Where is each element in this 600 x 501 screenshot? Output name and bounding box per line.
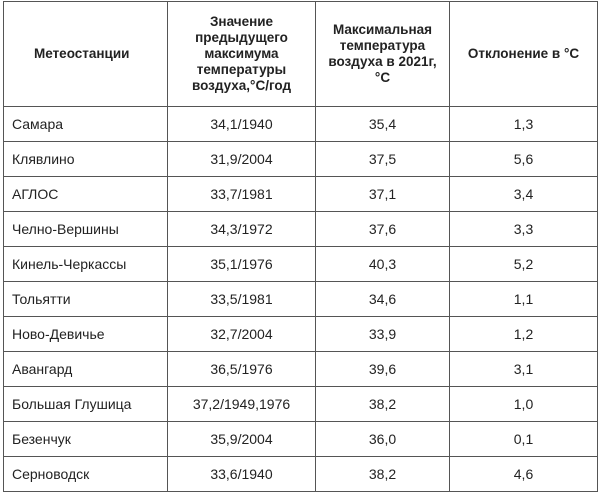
table-row xyxy=(4,247,598,282)
deviation-cell: 5,2 xyxy=(450,247,598,282)
station-cell: Серноводск xyxy=(4,457,168,492)
max-2021-cell: 36,0 xyxy=(316,422,450,457)
deviation-cell: 1,0 xyxy=(450,387,598,422)
max-2021-cell: 38,2 xyxy=(316,457,450,492)
table-row xyxy=(4,142,598,177)
table-row xyxy=(4,387,598,422)
table-row xyxy=(4,282,598,317)
deviation-cell: 4,6 xyxy=(450,457,598,492)
previous-max-cell: 34,3/1972 xyxy=(168,212,316,247)
max-2021-cell: 35,4 xyxy=(316,107,450,142)
station-cell: Безенчук xyxy=(4,422,168,457)
previous-max-cell: 37,2/1949,1976 xyxy=(168,387,316,422)
table-row xyxy=(4,107,598,142)
deviation-cell: 1,3 xyxy=(450,107,598,142)
table-row xyxy=(4,457,598,492)
station-cell: Авангард xyxy=(4,352,168,387)
header-max-2021: Максимальная температура воздуха в 2021г, °С xyxy=(316,2,450,107)
max-2021-cell: 33,9 xyxy=(316,317,450,352)
station-cell: Большая Глушица xyxy=(4,387,168,422)
max-2021-cell: 39,6 xyxy=(316,352,450,387)
header-deviation: Отклонение в °С xyxy=(450,2,598,107)
table-row xyxy=(4,317,598,352)
station-cell: Клявлино xyxy=(4,142,168,177)
station-cell: Челно-Вершины xyxy=(4,212,168,247)
header-station: Метеостанции xyxy=(4,2,168,107)
max-2021-cell: 37,5 xyxy=(316,142,450,177)
max-2021-cell: 34,6 xyxy=(316,282,450,317)
deviation-cell: 0,1 xyxy=(450,422,598,457)
header-previous-max: Значение предыдущего максимума температуры воздуха,°С/год xyxy=(168,2,316,107)
previous-max-cell: 31,9/2004 xyxy=(168,142,316,177)
table-row xyxy=(4,177,598,212)
table-body xyxy=(4,107,598,492)
station-cell: Ново-Девичье xyxy=(4,317,168,352)
deviation-cell: 1,1 xyxy=(450,282,598,317)
station-cell: Тольятти xyxy=(4,282,168,317)
previous-max-cell: 32,7/2004 xyxy=(168,317,316,352)
station-cell: Самара xyxy=(4,107,168,142)
table-row xyxy=(4,422,598,457)
previous-max-cell: 36,5/1976 xyxy=(168,352,316,387)
header-row xyxy=(4,2,598,107)
table-row xyxy=(4,352,598,387)
previous-max-cell: 34,1/1940 xyxy=(168,107,316,142)
station-cell: Кинель-Черкассы xyxy=(4,247,168,282)
previous-max-cell: 33,5/1981 xyxy=(168,282,316,317)
max-2021-cell: 37,6 xyxy=(316,212,450,247)
previous-max-cell: 33,7/1981 xyxy=(168,177,316,212)
previous-max-cell: 35,9/2004 xyxy=(168,422,316,457)
max-2021-cell: 37,1 xyxy=(316,177,450,212)
deviation-cell: 3,1 xyxy=(450,352,598,387)
temperature-table xyxy=(3,1,598,492)
table-row xyxy=(4,212,598,247)
deviation-cell: 1,2 xyxy=(450,317,598,352)
previous-max-cell: 33,6/1940 xyxy=(168,457,316,492)
max-2021-cell: 40,3 xyxy=(316,247,450,282)
previous-max-cell: 35,1/1976 xyxy=(168,247,316,282)
max-2021-cell: 38,2 xyxy=(316,387,450,422)
deviation-cell: 3,4 xyxy=(450,177,598,212)
deviation-cell: 3,3 xyxy=(450,212,598,247)
station-cell: АГЛОС xyxy=(4,177,168,212)
deviation-cell: 5,6 xyxy=(450,142,598,177)
